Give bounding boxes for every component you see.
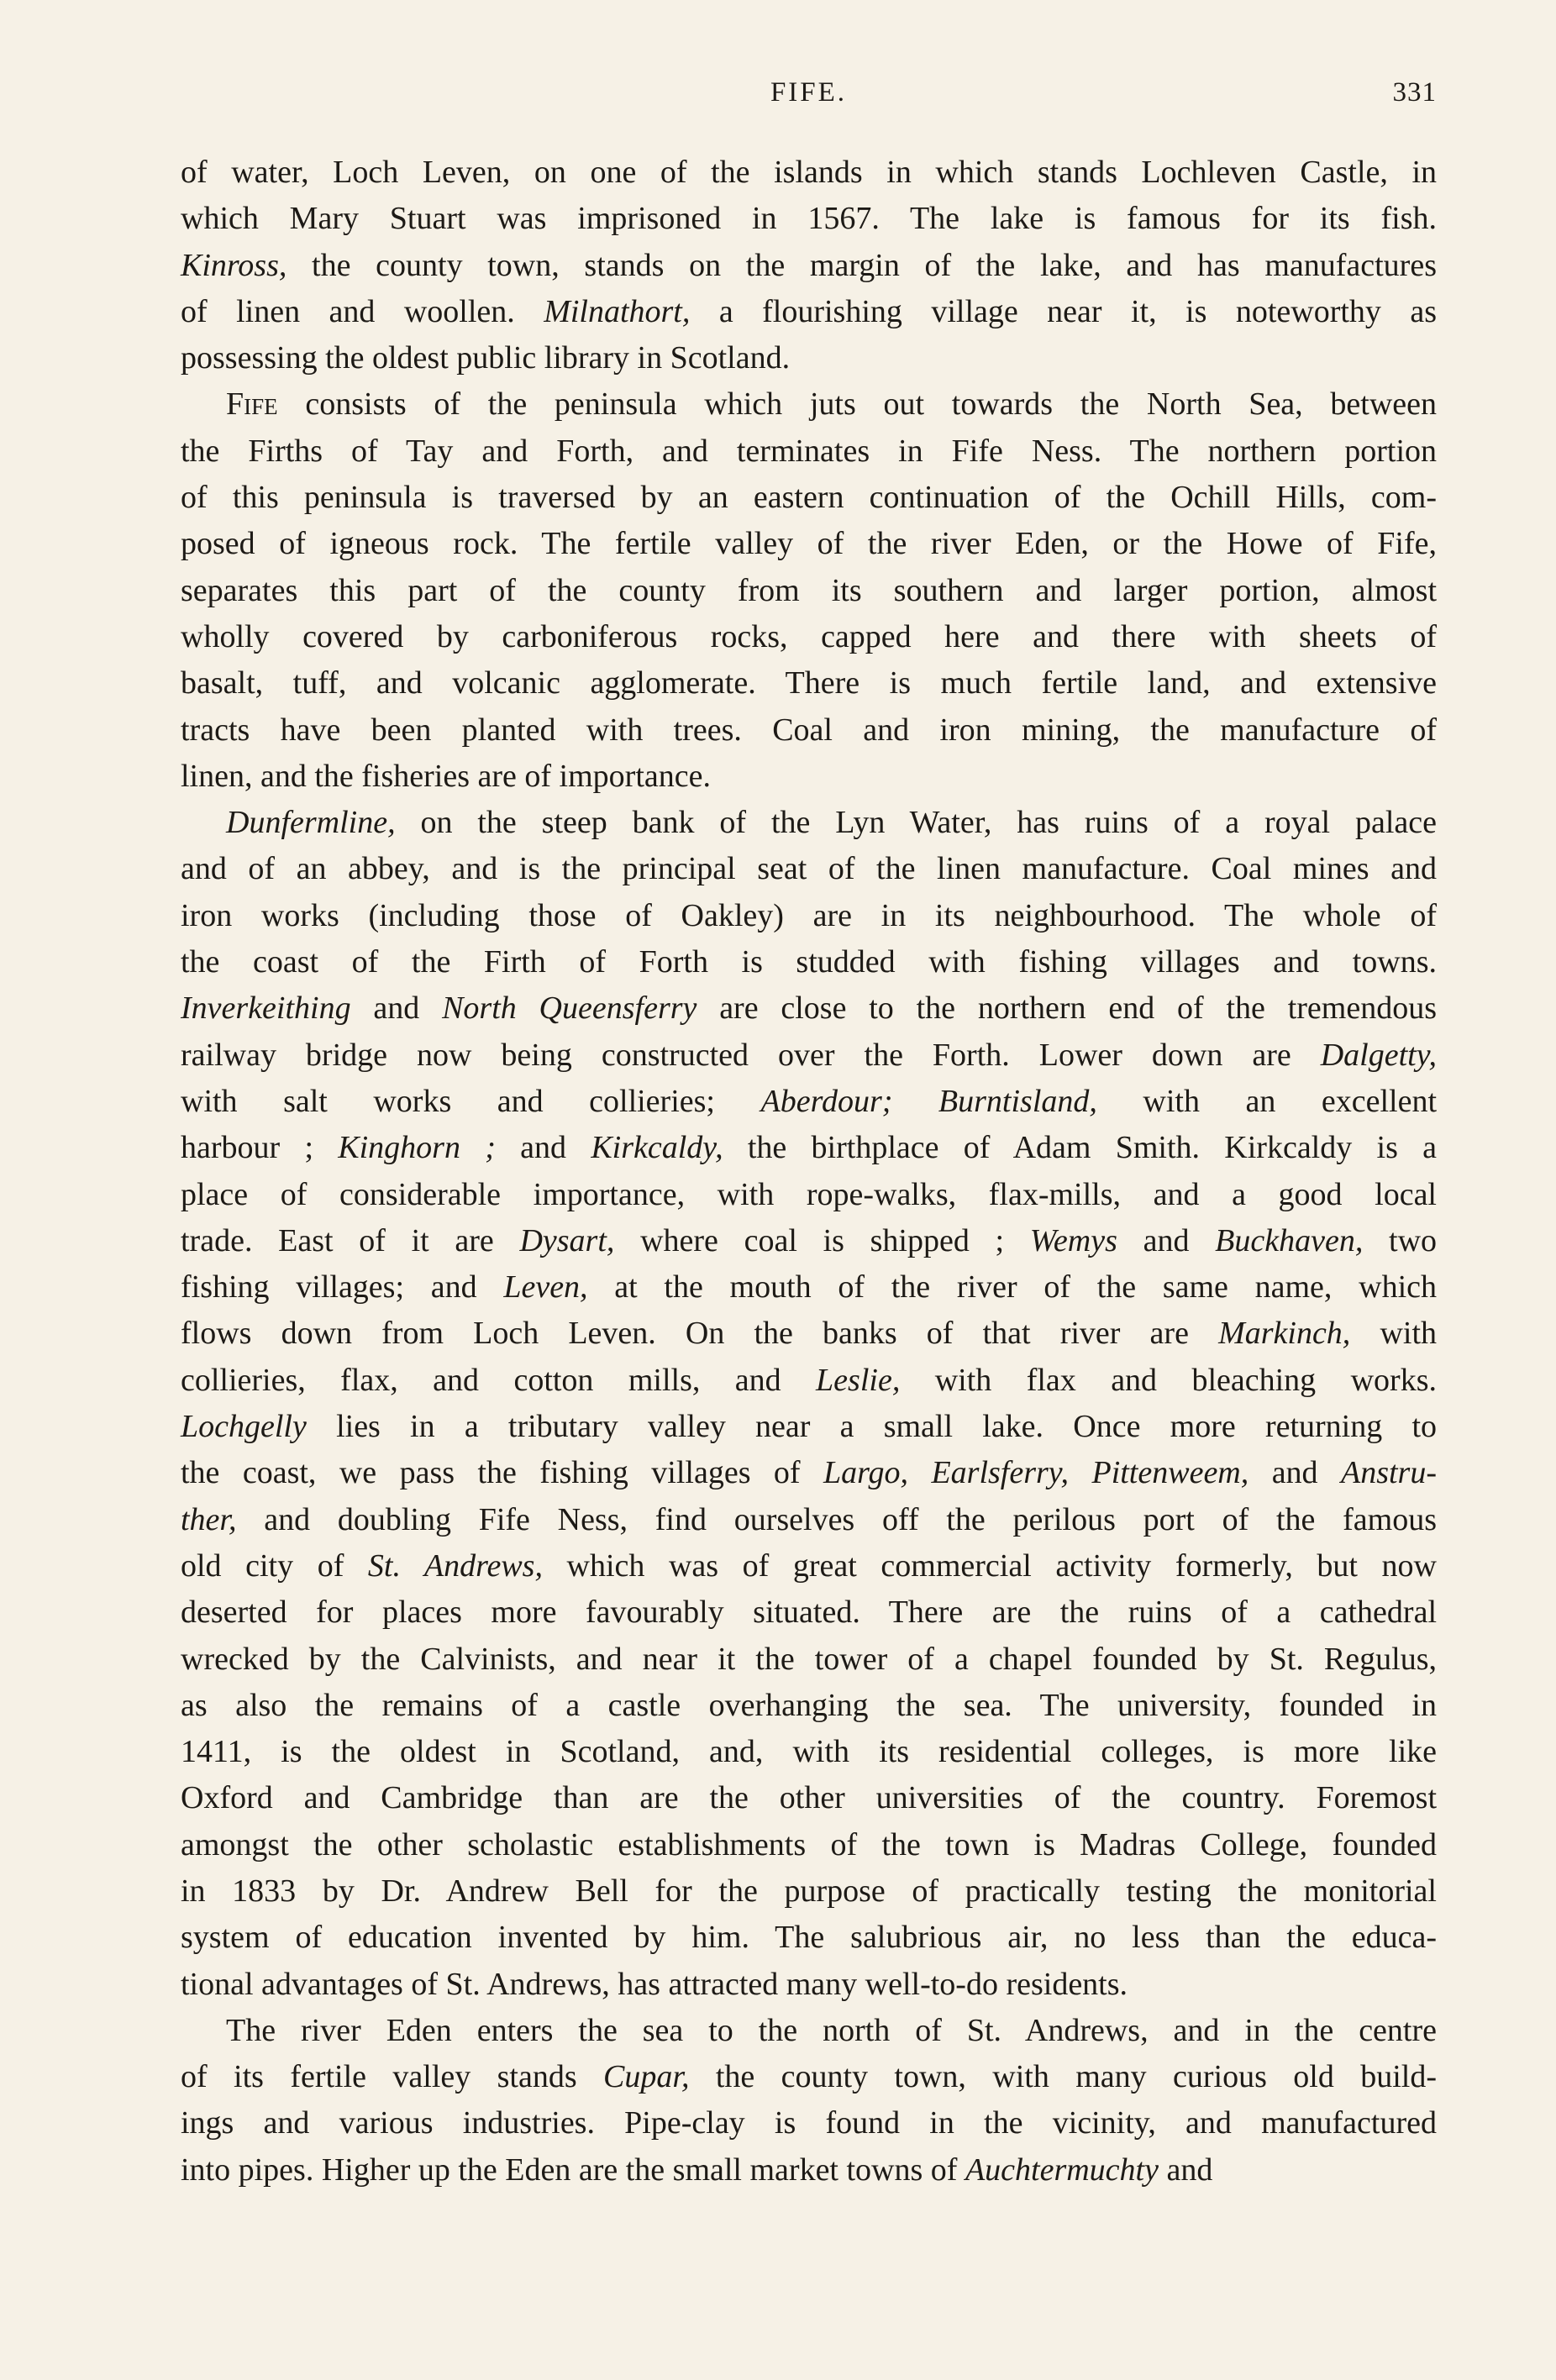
place-name: Kinghorn ;: [338, 1130, 496, 1166]
text-run: collieries, flax, and cotton mills, and: [181, 1362, 817, 1398]
text-line: [181, 1775, 1437, 1821]
text-run: which Mary Stuart was imprisoned in 1567. The lake is famous for its fish.: [181, 201, 1437, 237]
text-run: deserted for places more favourably situated. There are the ruins of a cathedral: [181, 1595, 1437, 1631]
text-run: at the mouth of the river of the same name, which: [587, 1269, 1437, 1306]
text-run: Oxford and Cambridge than are the other universities of the country. Foremost: [181, 1780, 1437, 1816]
text-run: and: [1248, 1455, 1341, 1491]
text-run: posed of igneous rock. The fertile valley of the river Eden, or the Howe of Fife,: [181, 526, 1437, 562]
text-line: [181, 1264, 1437, 1311]
text-run: The river Eden enters the sea to the north of St. Andrews, and in the centre: [226, 2012, 1437, 2048]
place-name: ther,: [181, 1501, 237, 1537]
text-run: on the steep bank of the Lyn Water, has ruins of a royal palace: [395, 805, 1437, 841]
text-run: fishing villages; and: [181, 1269, 504, 1306]
text-run: amongst the other scholastic establishments of the town is Madras College, founded: [181, 1826, 1437, 1862]
text-run: ings and various industries. Pipe-clay is found in the vicinity, and manufactured: [181, 2105, 1437, 2141]
text-run: wholly covered by carboniferous rocks, capped here and there with sheets of: [181, 618, 1437, 654]
text-run: in 1833 by Dr. Andrew Bell for the purpose of practically testing the monitorial: [181, 1873, 1437, 1909]
place-name: Largo, Earlsferry, Pittenweem,: [823, 1455, 1249, 1491]
text-line: [181, 1218, 1437, 1264]
text-run: the Firths of Tay and Forth, and terminates in Fife Ness. The northern portion: [181, 433, 1437, 469]
text-run: old city of: [181, 1547, 368, 1584]
text-run: with flax and bleaching works.: [900, 1362, 1437, 1398]
text-run: and: [350, 990, 443, 1027]
running-head: [181, 77, 1437, 119]
text-line: [181, 1497, 1437, 1543]
text-run: as also the remains of a castle overhanging the sea. The university, founded in: [181, 1687, 1437, 1723]
text-run: the coast, we pass the fishing villages of: [181, 1455, 823, 1491]
text-run: lies in a tributary valley near a small lake. Once more returning to: [306, 1409, 1437, 1445]
text-line: [181, 1822, 1437, 1868]
text-line: [181, 1962, 1437, 2008]
text-run: wrecked by the Calvinists, and near it the tower of a chapel founded by St. Regulus,: [181, 1641, 1437, 1677]
text-line: [181, 2100, 1437, 2146]
text-run: of this peninsula is traversed by an eastern continuation of the Ochill Hills, com-: [181, 480, 1437, 516]
text-line: [181, 1543, 1437, 1589]
place-name: Leslie,: [816, 1362, 901, 1398]
text-run: of water, Loch Leven, on one of the islands in which stands Lochleven Castle, in: [181, 155, 1437, 190]
text-line: [181, 660, 1437, 707]
text-line: [181, 521, 1437, 567]
text-run: the county town, stands on the margin of the lake, and has manufactures: [286, 247, 1437, 283]
text-run: flows down from Loch Leven. On the banks of that river are: [181, 1316, 1219, 1352]
text-line: [181, 1683, 1437, 1729]
text-run: possessing the oldest public library in Scotland.: [181, 340, 791, 376]
place-name: St. Andrews,: [367, 1547, 543, 1584]
text-run: trade. East of it are: [181, 1222, 520, 1258]
text-run: with: [1350, 1316, 1437, 1352]
text-line: [181, 1729, 1437, 1775]
text-line: [181, 1637, 1437, 1683]
text-run: two: [1363, 1222, 1438, 1258]
text-line: [181, 475, 1437, 521]
text-line: [181, 1589, 1437, 1636]
place-name: Cupar,: [603, 2059, 690, 2095]
text-line: [181, 707, 1437, 754]
place-name: North Queensferry: [442, 990, 697, 1027]
place-name: Dunfermline,: [226, 805, 396, 841]
text-line: [181, 2054, 1437, 2100]
text-line: [181, 1915, 1437, 1961]
text-run: of linen and woollen.: [181, 293, 544, 329]
place-name: Buckhaven,: [1215, 1222, 1364, 1258]
text-run: which was of great commercial activity formerly, but now: [542, 1547, 1437, 1584]
text-line: [181, 428, 1437, 475]
place-name: Kinross,: [181, 247, 287, 283]
text-line: [181, 381, 1437, 428]
text-run: harbour ;: [181, 1130, 339, 1166]
text-run: consists of the peninsula which juts out towards the North Sea, between: [277, 386, 1437, 423]
text-run: railway bridge now being constructed over the Forth. Lower down are: [181, 1037, 1321, 1073]
place-name: Lochgelly: [181, 1409, 307, 1445]
place-name: Dysart,: [519, 1222, 615, 1258]
place-name: Kirkcaldy,: [591, 1130, 723, 1166]
text-run: of its fertile valley stands: [181, 2059, 604, 2095]
text-run: with salt works and collieries;: [181, 1083, 761, 1119]
text-line: [181, 1032, 1437, 1079]
text-line: [181, 568, 1437, 614]
text-run: basalt, tuff, and volcanic agglomerate. There is much fertile land, and extensive: [181, 665, 1437, 701]
text-run: the county town, with many curious old build-: [689, 2059, 1437, 2095]
text-run: separates this part of the county from its southern and larger portion, almost: [181, 572, 1437, 608]
text-run: tracts have been planted with trees. Coal and iron mining, the manufacture of: [181, 712, 1437, 748]
text-run: and of an abbey, and is the principal seat of the linen manufacture. Coal mines and: [181, 851, 1437, 887]
text-run: system of education invented by him. The salubrious air, no less than the educa-: [181, 1920, 1437, 1956]
place-name: Aberdour; Burntisland,: [760, 1083, 1097, 1119]
text-line: [181, 150, 1437, 196]
text-run: and: [1117, 1222, 1216, 1258]
section-lead: Fife: [226, 386, 278, 423]
text-line: [181, 1404, 1437, 1450]
text-line: [181, 846, 1437, 892]
text-run: tional advantages of St. Andrews, has attracted many well-to-do residents.: [181, 1966, 1128, 2002]
text-line: [181, 1079, 1437, 1125]
text-run: iron works (including those of Oakley) are in its neighbourhood. The whole of: [181, 897, 1437, 933]
text-run: linen, and the fisheries are of importance.: [181, 758, 711, 794]
text-line: [181, 1311, 1437, 1357]
text-line: [181, 1125, 1437, 1171]
text-line: [181, 614, 1437, 660]
place-name: Milnathort,: [544, 293, 691, 329]
body-text: [181, 150, 1437, 2193]
place-name: Markinch,: [1218, 1316, 1351, 1352]
text-line: [181, 800, 1437, 846]
text-run: 1411, is the oldest in Scotland, and, with its residential colleges, is more like: [181, 1734, 1437, 1770]
text-line: [181, 985, 1437, 1032]
text-run: the birthplace of Adam Smith. Kirkcaldy is a: [723, 1130, 1437, 1166]
text-line: [181, 289, 1437, 335]
text-line: [181, 939, 1437, 985]
text-run: where coal is shipped ;: [614, 1222, 1030, 1258]
text-line: [181, 893, 1437, 939]
text-line: [181, 2008, 1437, 2054]
text-run: place of considerable importance, with rope-walks, flax-mills, and a good local: [181, 1176, 1437, 1212]
place-name: Auchtermuchty: [965, 2151, 1159, 2188]
text-run: and: [495, 1130, 591, 1166]
text-run: a flourishing village near it, is noteworthy as: [690, 293, 1437, 329]
place-name: Inverkeithing: [181, 990, 351, 1027]
text-line: [181, 1358, 1437, 1404]
place-name: Anstru-: [1341, 1455, 1437, 1491]
text-run: the coast of the Firth of Forth is studded with fishing villages and towns.: [181, 944, 1437, 980]
running-title: FIFE.: [770, 77, 848, 108]
text-line: [181, 196, 1437, 242]
text-line: [181, 1450, 1437, 1496]
text-run: into pipes. Higher up the Eden are the small market towns of: [181, 2151, 965, 2188]
text-run: and doubling Fife Ness, find ourselves off the perilous port of the famous: [236, 1501, 1437, 1537]
text-line: [181, 2147, 1437, 2193]
place-name: Leven,: [503, 1269, 588, 1306]
text-line: [181, 243, 1437, 289]
text-line: [181, 1172, 1437, 1218]
text-run: are close to the northern end of the tremendous: [697, 990, 1437, 1027]
text-line: [181, 335, 1437, 381]
page-number: 331: [1392, 77, 1437, 108]
text-run: with an excellent: [1096, 1083, 1438, 1119]
place-name: Wemys: [1029, 1222, 1117, 1258]
text-line: [181, 754, 1437, 800]
text-line: [181, 1868, 1437, 1915]
text-run: and: [1158, 2151, 1213, 2188]
place-name: Dalgetty,: [1320, 1037, 1437, 1073]
